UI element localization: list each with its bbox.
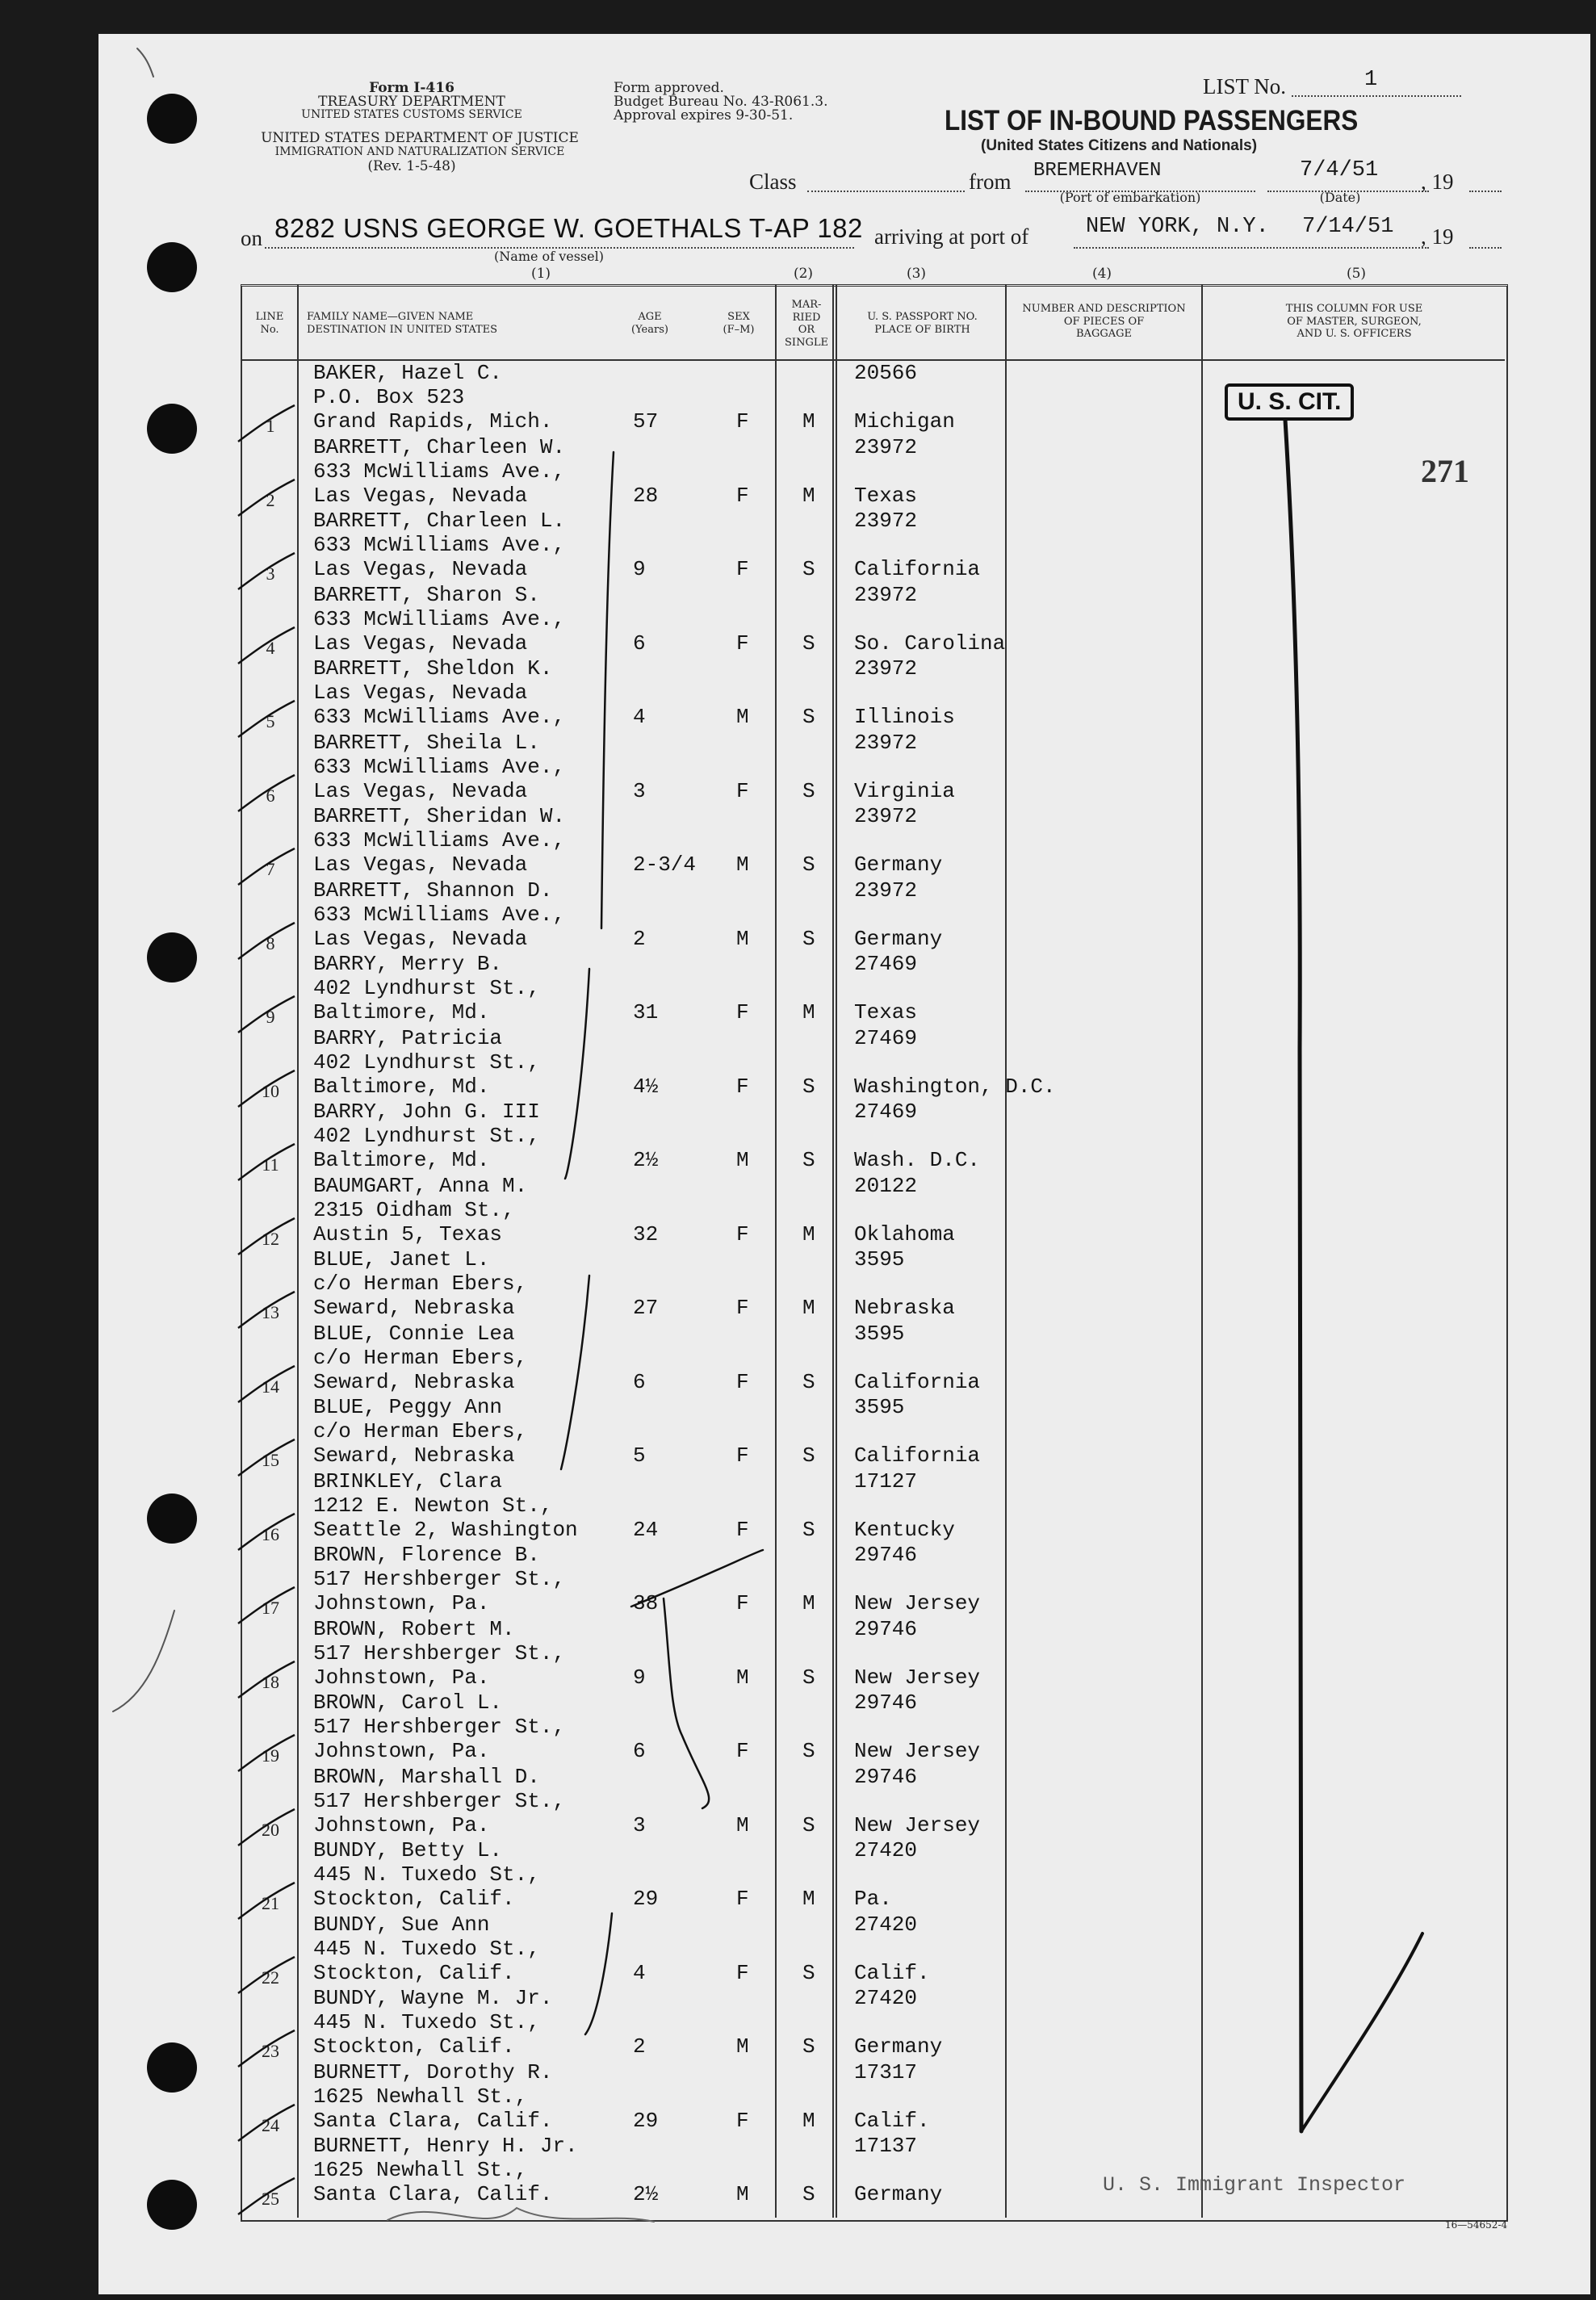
passenger-sex: M [736,926,749,951]
passenger-age: 24 [633,1517,659,1542]
passenger-name: BARRETT, Sheila L. [313,730,540,755]
address-line-1: 402 Lyndhurst St., [313,1124,540,1148]
passport-number: 27420 [854,1838,918,1862]
us-citizen-stamp: U. S. CIT. [1225,383,1354,421]
address-line-2: Las Vegas, Nevada [313,853,528,877]
passenger-age: 5 [633,1443,646,1468]
marital-status: S [802,557,815,581]
place-of-birth: Germany [854,2034,943,2059]
passenger-name: BARRETT, Sheldon K. [313,656,553,681]
line-number: 1 [266,416,275,436]
passenger-name: BUNDY, Sue Ann [313,1912,490,1937]
marital-status: M [802,1296,815,1320]
marital-status: M [802,483,815,508]
address-line-1: Las Vegas, Nevada [313,681,528,705]
dept-name: TREASURY DEPARTMENT [318,94,505,110]
place-of-birth: New Jersey [854,1665,981,1690]
passenger-name: BARRY, Merry B. [313,952,503,976]
marital-status: S [802,1739,815,1763]
passenger-age: 32 [633,1221,659,1246]
passenger-name: BURNETT, Henry H. Jr. [313,2134,578,2158]
page-subtitle: (United States Citizens and Nationals) [981,137,1258,154]
col-num: (1) [530,266,551,282]
address-line-1: 445 N. Tuxedo St., [313,2010,540,2034]
passenger-age: 4½ [633,1074,659,1099]
address-line-2: Santa Clara, Calif. [313,2108,553,2133]
place-of-birth: Michigan [854,409,955,434]
line-number: 10 [262,1080,279,1101]
immigrant-inspector-label: U. S. Immigrant Inspector [1103,2173,1406,2197]
vessel-name: 8282 USNS GEORGE W. GOETHALS T-AP 182 [274,213,863,243]
address-line-2: Stockton, Calif. [313,1960,515,1985]
line-number: 2 [266,489,275,510]
passport-number: 3595 [854,1321,905,1346]
marital-status: S [802,2182,815,2206]
header-married: MAR- RIED OR SINGLE [785,299,828,349]
passport-number: 27469 [854,952,918,976]
header-name: FAMILY NAME—GIVEN NAME DESTINATION IN UNITED STATES [307,311,498,336]
passenger-age: 57 [633,409,659,434]
marital-status: M [802,409,815,434]
passenger-age: 2-3/4 [633,853,697,877]
passenger-age: 9 [633,1665,646,1690]
passenger-sex: F [736,1739,749,1763]
address-line-1: 633 McWilliams Ave., [313,754,566,779]
passenger-age: 3 [633,778,646,803]
place-of-birth: Virginia [854,778,955,803]
passport-number: 17317 [854,2059,918,2084]
passport-number: 23972 [854,730,918,755]
passenger-sex: M [736,705,749,729]
passenger-name: BAUMGART, Anna M. [313,1173,528,1198]
address-line-1: 402 Lyndhurst St., [313,1049,540,1075]
place-of-birth: California [854,1443,981,1468]
address-line-2: 633 McWilliams Ave., [313,705,566,729]
place-of-birth: Calif. [854,2108,930,2133]
passport-number: 17137 [854,2134,918,2158]
passport-number: 3595 [854,1395,905,1419]
address-line-1: 1625 Newhall St., [313,2158,528,2182]
address-line-1: 633 McWilliams Ave., [313,828,566,853]
col-num: (5) [1346,266,1367,282]
passenger-sex: F [736,778,749,803]
address-line-1: 517 Hershberger St., [313,1715,566,1739]
header-sex: SEX (F–M) [723,311,755,336]
line-number: 9 [266,1007,275,1027]
passenger-sex: F [736,1591,749,1615]
port-embark-caption: (Port of embarkation) [1059,190,1201,205]
passenger-name: BROWN, Marshall D. [313,1764,540,1789]
port-of-embarkation: BREMERHAVEN [1033,160,1162,182]
address-line-2: Stockton, Calif. [313,2034,515,2059]
year-suffix: , 19 [1421,170,1454,194]
customs-service: UNITED STATES CUSTOMS SERVICE [301,108,522,121]
passenger-sex: F [736,2108,749,2133]
address-line-1: 517 Hershberger St., [313,1788,566,1813]
place-of-birth: Oklahoma [854,1221,955,1246]
header-baggage: NUMBER AND DESCRIPTION OF PIECES OF BAGGAGE [1022,303,1186,341]
passport-number: 29746 [854,1616,918,1641]
marital-status: M [802,1221,815,1246]
line-number: 25 [262,2189,279,2209]
address-line-1: P.O. Box 523 [313,385,465,409]
place-of-birth: California [854,557,981,581]
marital-status: M [802,2108,815,2133]
list-label: LIST No. [1203,74,1287,98]
address-line-1: 1212 E. Newton St., [313,1493,553,1518]
passenger-name: BRINKLEY, Clara [313,1468,503,1494]
passenger-age: 6 [633,1369,646,1394]
passenger-name: BROWN, Florence B. [313,1543,540,1567]
passport-number: 27469 [854,1100,918,1124]
address-line-2: Johnstown, Pa. [313,1665,490,1690]
address-line-1: 445 N. Tuxedo St., [313,1862,540,1887]
address-line-2: Stockton, Calif. [313,1887,515,1911]
marital-status: S [802,1369,815,1394]
address-line-2: Seward, Nebraska [313,1443,515,1468]
passenger-name: BROWN, Robert M. [313,1616,515,1641]
place-of-birth: Wash. D.C. [854,1148,981,1172]
passenger-name: BURNETT, Dorothy R. [313,2059,553,2084]
place-of-birth: Pa. [854,1887,892,1911]
address-line-1: c/o Herman Ebers, [313,1271,528,1296]
place-of-birth: New Jersey [854,1812,981,1837]
passport-number: 27420 [854,1912,918,1937]
marital-status: S [802,1812,815,1837]
line-number: 19 [262,1745,279,1766]
passenger-name: BARRETT, Sheridan W. [313,804,566,828]
marital-status: S [802,705,815,729]
from-label: from [969,170,1012,194]
passport-number: 23972 [854,582,918,607]
year-suffix: , 19 [1421,224,1454,249]
marital-status: M [802,1591,815,1615]
line-number: 11 [262,1154,279,1175]
address-line-1: 1625 Newhall St., [313,2084,528,2109]
passenger-name: BROWN, Carol L. [313,1690,503,1715]
passenger-sex: F [736,1369,749,1394]
passenger-age: 2 [633,2034,646,2059]
address-line-1: 633 McWilliams Ave., [313,459,566,484]
passenger-name: BUNDY, Betty L. [313,1838,503,1862]
address-line-1: c/o Herman Ebers, [313,1345,528,1370]
line-number: 20 [262,1819,279,1840]
line-number: 23 [262,2041,279,2061]
passenger-name: BLUE, Peggy Ann [313,1395,503,1419]
header-officers: THIS COLUMN FOR USE OF MASTER, SURGEON, AND U. S. OFFICERS [1285,303,1423,341]
passenger-name: BLUE, Janet L. [313,1247,490,1271]
place-of-birth: Washington, D.C. [854,1074,1056,1099]
address-line-1: 445 N. Tuxedo St., [313,1936,540,1961]
marital-status: S [802,778,815,803]
passenger-age: 6 [633,1739,646,1763]
passenger-age: 2½ [633,2182,659,2206]
line-number: 17 [262,1598,279,1618]
passenger-sex: F [736,1960,749,1985]
line-number: 14 [262,1376,279,1397]
passport-number: 20566 [854,361,918,385]
passenger-age: 4 [633,705,646,729]
address-line-1: 633 McWilliams Ave., [313,902,566,927]
passenger-age: 2½ [633,1148,659,1172]
marital-status: S [802,631,815,656]
passenger-age: 29 [633,1887,659,1911]
line-number: 12 [262,1228,279,1249]
footer-code: 16—54652-4 [1445,2219,1508,2231]
marital-status: S [802,926,815,951]
line-number: 24 [262,2114,279,2135]
page-title: LIST OF IN-BOUND PASSENGERS [945,105,1359,136]
on-label: on [241,226,262,250]
page-number: 271 [1421,453,1469,489]
place-of-birth: New Jersey [854,1591,981,1615]
header-age: AGE (Years) [631,311,668,336]
place-of-birth: Kentucky [854,1517,955,1542]
address-line-2: Johnstown, Pa. [313,1812,490,1837]
address-line-2: Santa Clara, Calif. [313,2182,553,2206]
place-of-birth: So. Carolina [854,631,1006,656]
place-of-birth: California [854,1369,981,1394]
place-of-birth: New Jersey [854,1739,981,1763]
passenger-age: 2 [633,926,646,951]
arrival-date: 7/14/51 [1302,215,1394,239]
address-line-2: Baltimore, Md. [313,1074,490,1099]
place-of-birth: Nebraska [854,1296,955,1320]
address-line-1: 633 McWilliams Ave., [313,606,566,631]
passenger-sex: F [736,1443,749,1468]
passenger-name: BUNDY, Wayne M. Jr. [313,1986,553,2010]
passenger-sex: F [736,1887,749,1911]
address-line-2: Seattle 2, Washington [313,1517,578,1542]
arrival-port: NEW YORK, N.Y. [1086,215,1269,239]
passenger-sex: F [736,1074,749,1099]
address-line-1: 517 Hershberger St., [313,1567,566,1591]
address-line-2: Baltimore, Md. [313,1000,490,1024]
address-line-2: Seward, Nebraska [313,1369,515,1394]
place-of-birth: Germany [854,2182,943,2206]
address-line-2: Las Vegas, Nevada [313,778,528,803]
address-line-2: Baltimore, Md. [313,1148,490,1172]
passport-number: 29746 [854,1690,918,1715]
address-line-1: 633 McWilliams Ave., [313,533,566,557]
marital-status: S [802,1074,815,1099]
passenger-name: BARRETT, Shannon D. [313,878,553,903]
passenger-sex: F [736,1517,749,1542]
passenger-age: 6 [633,631,646,656]
form-approved: Form approved. [614,80,724,96]
passenger-age: 27 [633,1296,659,1320]
address-line-2: Grand Rapids, Mich. [313,409,553,434]
address-line-1: 2315 Oidham St., [313,1197,515,1222]
passport-number: 29746 [854,1543,918,1567]
marital-status: S [802,853,815,877]
passenger-sex: M [736,1665,749,1690]
address-line-2: Austin 5, Texas [313,1221,503,1246]
col-num: (2) [793,266,814,282]
line-number: 13 [262,1302,279,1322]
marital-status: S [802,2034,815,2059]
place-of-birth: Germany [854,926,943,951]
address-line-2: Las Vegas, Nevada [313,926,528,951]
date-caption: (Date) [1319,190,1361,205]
marital-status: M [802,1887,815,1911]
passenger-sex: M [736,853,749,877]
passenger-sex: F [736,1000,749,1024]
address-line-2: Las Vegas, Nevada [313,557,528,581]
passenger-age: 4 [633,1960,646,1985]
approval-expires: Approval expires 9-30-51. [614,107,794,124]
marital-status: S [802,1665,815,1690]
passenger-age: 9 [633,557,646,581]
line-number: 3 [266,563,275,584]
address-line-2: Las Vegas, Nevada [313,631,528,656]
passenger-name: BARRETT, Charleen W. [313,434,566,459]
line-number: 15 [262,1450,279,1470]
marital-status: S [802,1443,815,1468]
vessel-caption: (Name of vessel) [494,249,604,264]
passport-number: 17127 [854,1468,918,1494]
passenger-age: 31 [633,1000,659,1024]
line-number: 6 [266,785,275,806]
passenger-name: BARRY, John G. III [313,1100,540,1124]
embark-date: 7/4/51 [1300,158,1379,182]
passenger-sex: F [736,1221,749,1246]
passenger-name: BLUE, Connie Lea [313,1321,515,1346]
address-line-1: 402 Lyndhurst St., [313,976,540,1000]
budget-bureau: Budget Bureau No. 43-R061.3. [614,94,828,110]
marital-status: S [802,1517,815,1542]
col-num: (4) [1091,266,1112,282]
marital-status: S [802,1960,815,1985]
passport-number: 29746 [854,1764,918,1789]
address-line-1: 517 Hershberger St., [313,1640,566,1665]
line-number: 16 [262,1523,279,1544]
place-of-birth: Texas [854,483,918,508]
place-of-birth: Illinois [854,705,955,729]
passport-number: 27469 [854,1025,918,1050]
marital-status: M [802,1000,815,1024]
passenger-age: 3 [633,1812,646,1837]
line-number: 7 [266,859,275,879]
passenger-sex: F [736,557,749,581]
passenger-name: BAKER, Hazel C. [313,361,503,385]
passport-number: 23972 [854,804,918,828]
line-number: 21 [262,1893,279,1913]
passenger-age: 29 [633,2108,659,2133]
line-number: 22 [262,1967,279,1988]
place-of-birth: Germany [854,853,943,877]
header-passport: U. S. PASSPORT NO. PLACE OF BIRTH [867,311,978,336]
arriving-label: arriving at port of [874,224,1029,249]
passenger-age: 28 [633,483,659,508]
passport-number: 20122 [854,1173,918,1198]
address-line-2: Seward, Nebraska [313,1296,515,1320]
place-of-birth: Calif. [854,1960,930,1985]
line-number: 8 [266,932,275,953]
passenger-name: BARRY, Patricia [313,1025,503,1050]
address-line-2: Las Vegas, Nevada [313,483,528,508]
header-line-no: LINE No. [255,311,284,336]
justice-dept: UNITED STATES DEPARTMENT OF JUSTICE [261,130,579,146]
line-number: 18 [262,1671,279,1692]
line-number: 4 [266,637,275,658]
list-number: 1 [1364,68,1378,92]
passenger-sex: M [736,2034,749,2059]
passport-number: 27420 [854,1986,918,2010]
passport-number: 23972 [854,656,918,681]
passenger-name: BARRETT, Charleen L. [313,509,566,533]
place-of-birth: Texas [854,1000,918,1024]
address-line-2: Johnstown, Pa. [313,1739,490,1763]
passenger-sex: F [736,631,749,656]
passenger-sex: F [736,483,749,508]
passenger-sex: F [736,409,749,434]
address-line-2: Johnstown, Pa. [313,1591,490,1615]
line-number: 5 [266,711,275,731]
passenger-sex: F [736,1296,749,1320]
class-label: Class [749,170,797,194]
passenger-name: BARRETT, Sharon S. [313,582,540,607]
passenger-age: 38 [633,1591,659,1615]
passenger-sex: M [736,1148,749,1172]
form-revision: (Rev. 1-5-48) [367,158,456,174]
passport-number: 23972 [854,434,918,459]
passenger-sex: M [736,1812,749,1837]
col-num: (3) [906,266,927,282]
passport-number: 3595 [854,1247,905,1271]
passport-number: 23972 [854,509,918,533]
passport-number: 23972 [854,878,918,903]
address-line-1: c/o Herman Ebers, [313,1419,528,1443]
marital-status: S [802,1148,815,1172]
form-number: Form I-416 [369,80,455,96]
ins-service: IMMIGRATION AND NATURALIZATION SERVICE [274,145,565,158]
passenger-sex: M [736,2182,749,2206]
